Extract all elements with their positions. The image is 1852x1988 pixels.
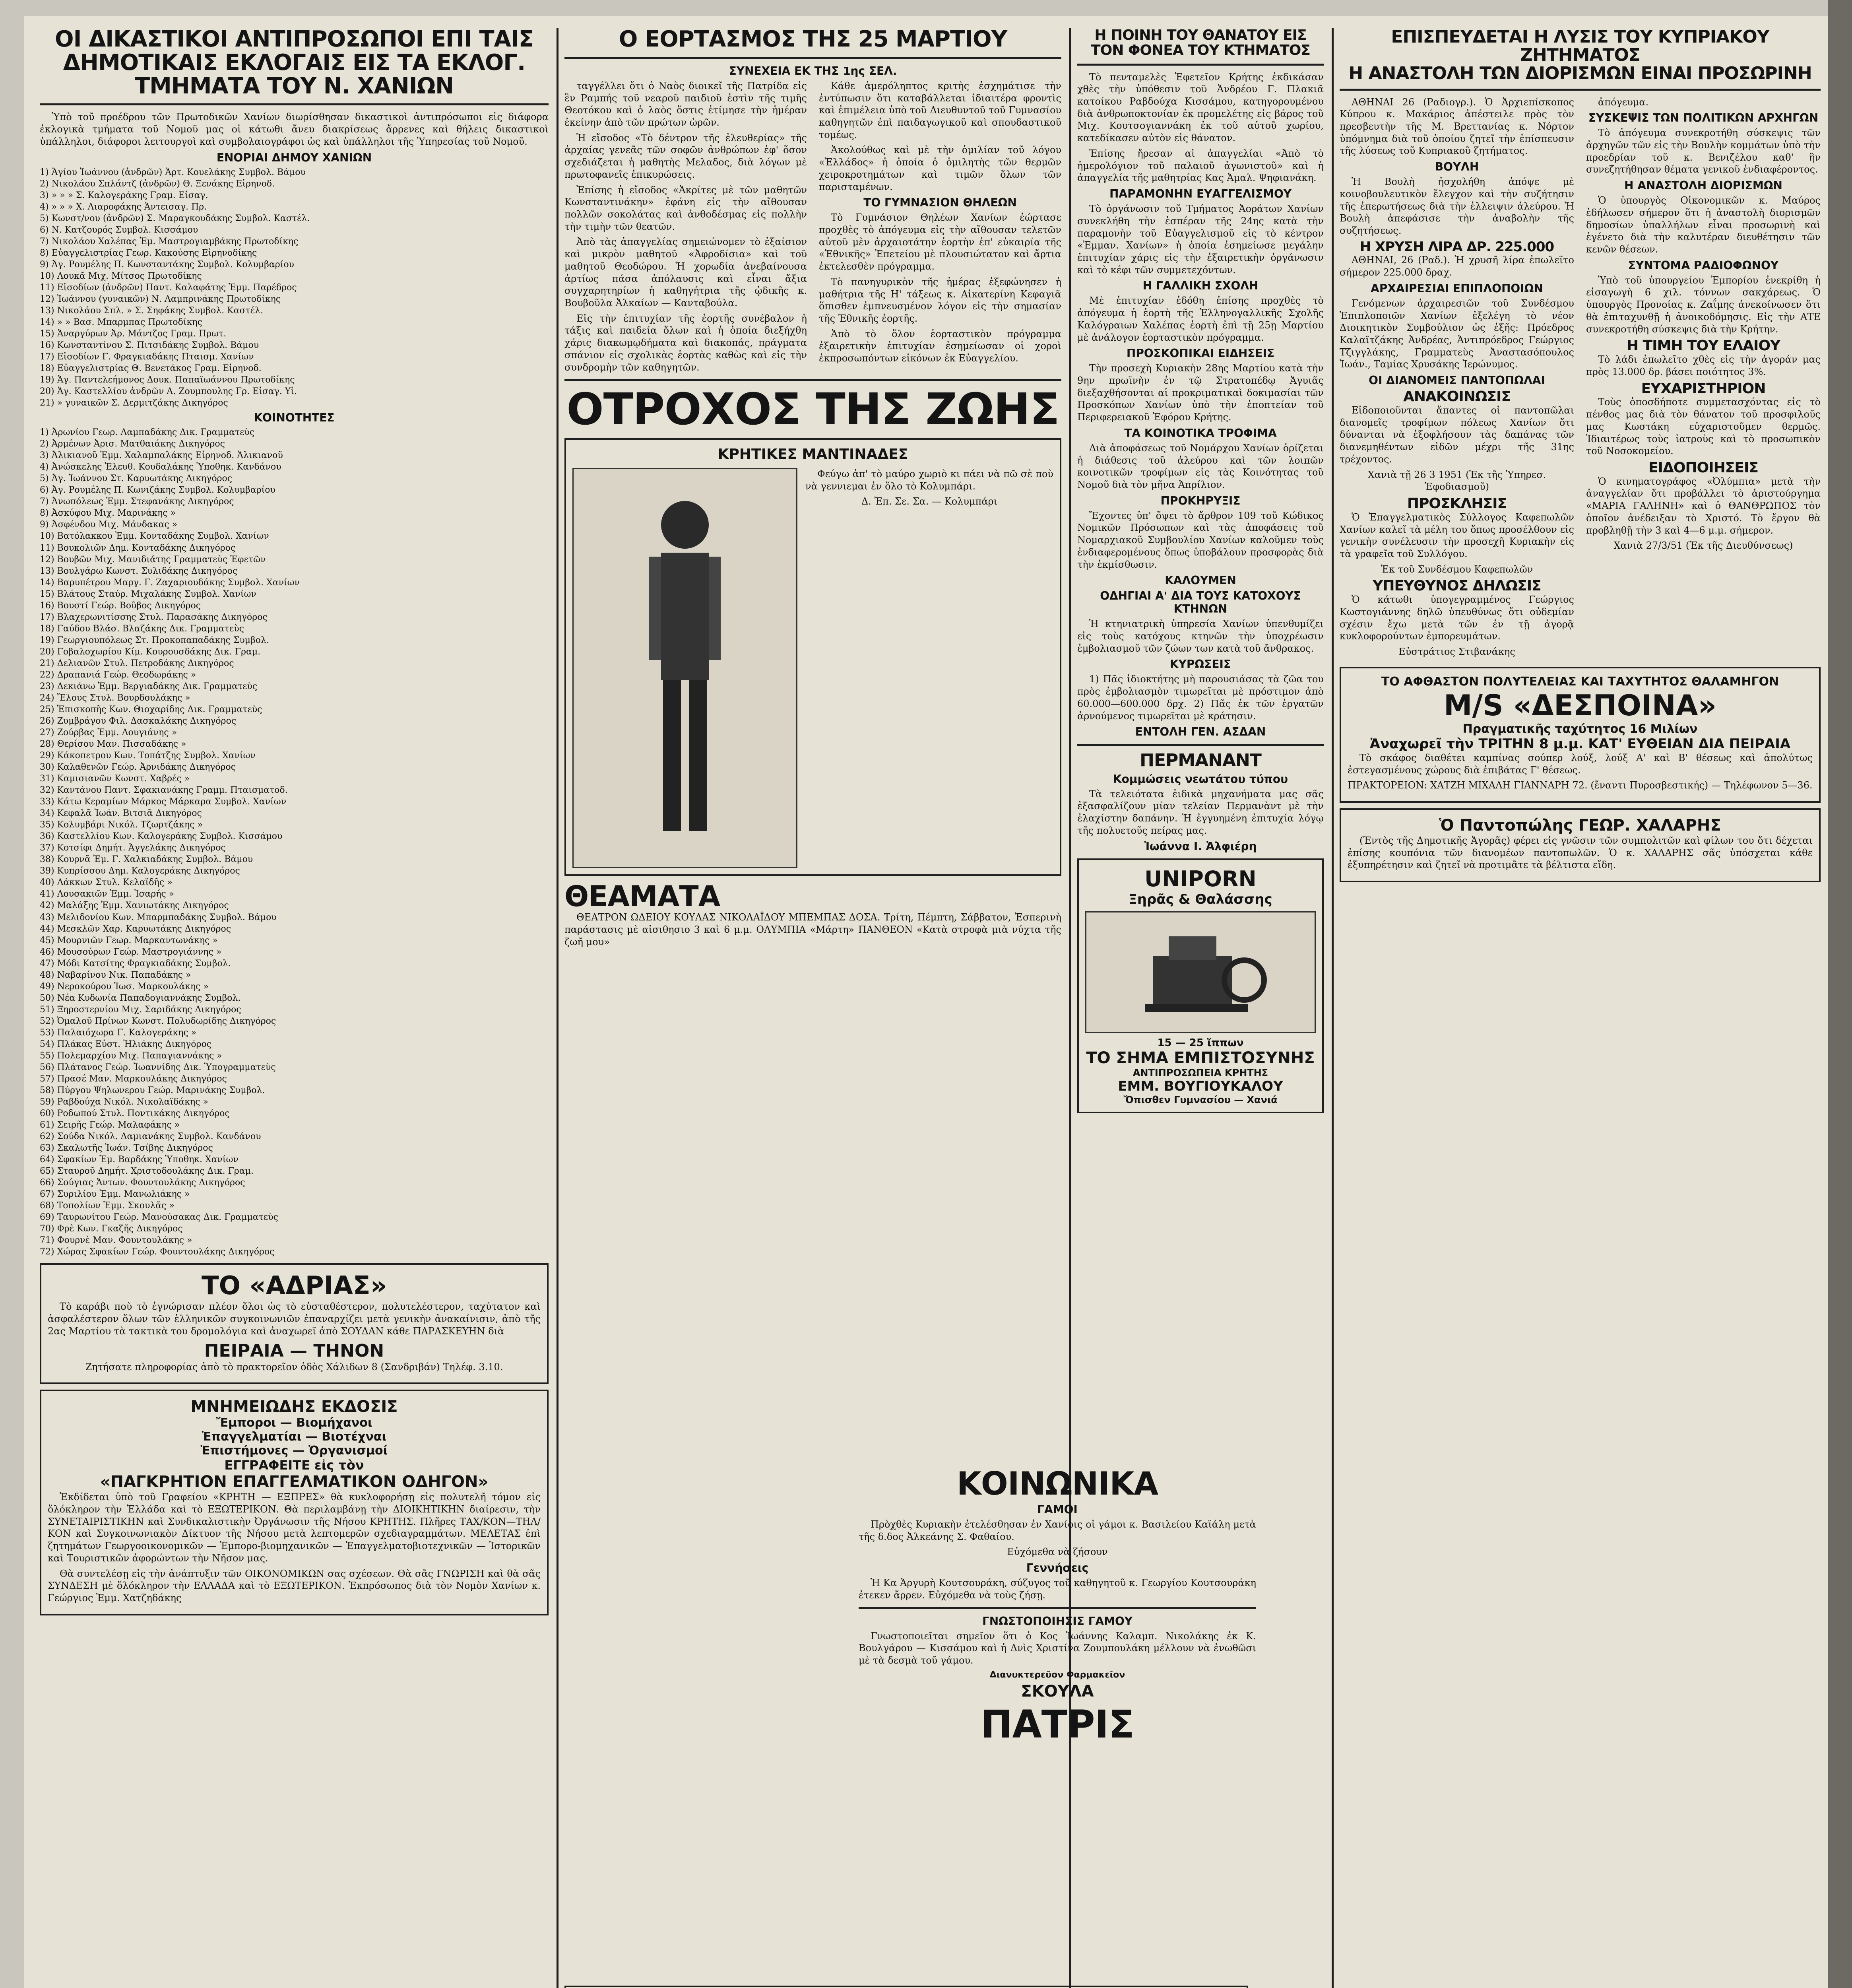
list-item: 11) Βουκολιῶν Δημ. Κονταδάκης Δικηγόρος bbox=[40, 543, 236, 553]
paragraph: ΑΘΗΝΑΙ 26 (Ραδιογρ.). Ὁ Ἀρχιεπίσκοπος Κύπρου κ. Μακάριος ἀπέστειλε πρὸς τὸν πρεσβευτὴν τῆς Μ. Βρεττανίας κ. Νόρτον ὑπόμνημα διὰ τοῦ ὁποίου ζητεῖ τὴν ἐπίσπευσιν τῆς λύσεως τοῦ Κυπριακοῦ ζητήματος. bbox=[1340, 96, 1574, 157]
list-item: 5) Ἀγ. Ἰωάννου Στ. Καρυωτάκης Δικηγόρος bbox=[40, 474, 233, 484]
list-item: 34) Κεφαλᾶ Ἰωάν. Βιτσιᾶ Δικηγόρος bbox=[40, 808, 202, 819]
headline-appointments: Η ΑΝΑΣΤΟΛΗ ΤΩΝ ΔΙΟΡΙΣΜΩΝ ΕΙΝΑΙ ΠΡΟΣΩΡΙΝΗ bbox=[1348, 63, 1812, 84]
farmakeion-title: Διανυκτερεῦον Φαρμακεῖον bbox=[989, 1670, 1125, 1680]
theamata-title: ΘΕΑΜΑΤΑ bbox=[564, 879, 720, 913]
sima-name: ΕΜΜ. ΒΟΥΓΙΟΥΚΑΛΟΥ bbox=[1118, 1078, 1283, 1095]
sima-addr: Ὄπισθεν Γυμνασίου — Χανιά bbox=[1123, 1094, 1278, 1106]
list-item: 9) Ἀγ. Ρουμέλης Π. Κωνσταντάκης Συμβολ. Κολυμβαρίου bbox=[40, 259, 294, 270]
list-item: 21) Δελιανῶν Στυλ. Πετροδάκης Δικηγόρος bbox=[40, 658, 234, 668]
uniporn-ad bbox=[1077, 858, 1324, 1113]
uniporn-title: UNIPORN bbox=[1144, 866, 1257, 892]
list-item: 17) Εἰσοδίων Γ. Φραγκιαδάκης Πταισμ. Χανίων bbox=[40, 352, 254, 362]
uniporn-hp: 15 — 25 ἵππων bbox=[1157, 1037, 1244, 1049]
list-item: 16) Κωνσταντίνου Σ. Πιτσιδάκης Συμβολ. Βάμου bbox=[40, 340, 259, 351]
list-item: 45) Μουρνιῶν Γεωρ. Μαρκαντωνάκης » bbox=[40, 935, 218, 945]
list-item: 14) Βαρυπέτρου Μαργ. Γ. Ζαχαριουδάκης Συμβολ. Χανίων bbox=[40, 577, 300, 588]
list-item: 51) Ξηροστερνίου Μιχ. Σαριδάκης Δικηγόρος bbox=[40, 1004, 241, 1015]
list-item: 49) Νεροκούρου Ἰωσ. Μαρκουλάκης » bbox=[40, 981, 209, 992]
gnostopoiisis-text: Γνωστοποιεῖται σημεῖον ὅτι ὁ Κος Ἰωάννης Καλαμπ. Νικολάκης ἐκ Κ. Βουλγάρου — Κισσάμου καὶ ἡ Δνὶς Χριστίνα Ζουμπουλάκη μέλλουν νὰ ἐνωθῶσι μὲ τὰ δεσμὰ τοῦ γάμου. bbox=[859, 1630, 1256, 1666]
list-item: 38) Κουρνᾶ Ἐμ. Γ. Χαλκιαδάκης Συμβολ. Βάμου bbox=[40, 854, 253, 865]
list-item: 21) » γυναικῶν Σ. Δερμιτζάκης Δικηγόρος bbox=[40, 398, 228, 408]
mnimeiodis-line: Ἔμποροι — Βιομήχανοι bbox=[216, 1416, 372, 1430]
section-prosk: ΠΡΟΣΚΟΠΙΚΑΙ ΕΙΔΗΣΕΙΣ bbox=[1126, 347, 1275, 360]
paragraph: Ἡ κτηνιατρικὴ ὑπηρεσία Χανίων ὑπενθυμίζει εἰς τοὺς κατόχους κτηνῶν τὴν ὑποχρέωσιν ἐμβολιασμοῦ τῶν ζώων των κατὰ τοῦ ἄνθρακος. bbox=[1077, 618, 1324, 654]
mantinades-sign: Δ. Ἐπ. Σε. Σα. — Κολυμπάρι bbox=[861, 496, 998, 507]
divider bbox=[1077, 64, 1324, 66]
list-item: 47) Μόδι Κατσίτης Φραγκιαδάκης Συμβολ. bbox=[40, 958, 231, 969]
permanant-sub: Κομμώσεις νεωτάτου τύπου bbox=[1113, 772, 1288, 786]
grafeite: ΕΓΓΡΑΦΕΙΤΕ εἰς τὸν bbox=[224, 1458, 364, 1473]
arxairesiai-title: ΑΡΧΑΙΡΕΣΙΑΙ ΕΠΙΠΛΟΠΟΙΩΝ bbox=[1371, 282, 1543, 295]
paragraph: Τὸ ἀπόγευμα συνεκροτήθη σύσκεψις τῶν ἀρχηγῶν τῶν εἰς τὴν Βουλὴν κομμάτων ὑπὸ τὴν προεδρίαν τοῦ κ. Βενιζέλου καθ' ἣν συνεζητήθησαν θέματα γενικοῦ ἐνδιαφέροντος. bbox=[1586, 127, 1821, 175]
section-prokiryxis: ΠΡΟΚΗΡΥΞΙΣ bbox=[1160, 494, 1241, 507]
list-item: 48) Ναβαρίνου Νικ. Παπαδάκης » bbox=[40, 970, 191, 980]
paragraph: Ὁ ὑπουργὸς Οἰκονομικῶν κ. Μαύρος ἐδήλωσεν σήμερον ὅτι ἡ ἀναστολὴ διορισμῶν δημοσίων ὑπαλλήλων εἶναι προσωρινὴ καὶ ἐγένετο διὰ τὴν καλυτέραν διευθέτησιν τῶν κενῶν θέσεων. bbox=[1586, 195, 1821, 255]
divider bbox=[40, 103, 549, 105]
chrysi-title: Η ΧΡΥΣΗ ΛΙΡΑ ΔΡ. 225.000 bbox=[1359, 239, 1554, 255]
list-item: 17) Βλαχερωνιτίσσης Στυλ. Παρασάκης Δικηγόρος bbox=[40, 612, 268, 622]
paragraph: Διὰ ἀποφάσεως τοῦ Νομάρχου Χανίων ὁρίζεται ἡ διάθεσις τοῦ ἀλεύρου καὶ τῶν λοιπῶν κοινοτικῶν τροφίμων εἰς τὰς Κοινότητας τοῦ Νομοῦ διὰ τὸν μῆνα Ἀπρίλιον. bbox=[1077, 442, 1324, 490]
column-1 bbox=[40, 28, 549, 1988]
gamoi-title: ΓΑΜΟΙ bbox=[1037, 1503, 1078, 1516]
column-rule bbox=[557, 28, 559, 1988]
patris-title: ΠΑΤΡΙΣ bbox=[981, 1702, 1134, 1747]
list-item: 18) Εὐαγγελιστρίας Θ. Βενετάκος Γραμ. Εἰρηνοδ. bbox=[40, 363, 262, 374]
paragraph: ταγγέλλει ὅτι ὁ Ναὸς διοικεῖ τῆς Πατρίδα εἰς ἓν Ραμπής τοῦ νεαροῦ παιδιοῦ ἐστὶν τῆς τιμῆς Θεοτόκου καὶ ὁ λαὸς ὅστις ἐτίμησε τὴν ἡμέραν ἐκείνην ἀπὸ τῶν πρώτων ὡρῶν. bbox=[564, 80, 807, 128]
despoina-ad bbox=[1340, 667, 1821, 803]
paragraph: Ἐπίσης ἡ εἴσοδος «Ἀκρίτες μὲ τῶν μαθητῶν Κωνσταντινάκην» ἐφάνη εἰς τὴν αἴθουσαν πολλῶν σοκολάτας καὶ ἀνθοδέσμας εἰς πολλὴν τὴν τιμὴν τῶν θεατῶν. bbox=[564, 184, 807, 232]
list-item: 10) Λουκᾶ Μιχ. Μίτσος Πρωτοδίκης bbox=[40, 271, 202, 281]
ypefthinos-title: ΥΠΕΥΘΥΝΟΣ ΔΗΛΩΣΙΣ bbox=[1373, 578, 1541, 594]
uniporn-sub: Ξηρᾶς & Θαλάσσης bbox=[1129, 891, 1272, 908]
list-item: 68) Τοπολίων Ἐμμ. Σκουλᾶς » bbox=[40, 1201, 175, 1211]
list-item: 2) Νικολάου Σπλάντζ (ἀνδρῶν) Θ. Ξενάκης Εἰρηνοδ. bbox=[40, 179, 275, 189]
list-item: 36) Καστελλίου Κων. Καλογεράκης Συμβολ. Κισσάμου bbox=[40, 831, 283, 842]
divider bbox=[564, 57, 1061, 59]
list-item: 27) Ζούρβας Ἐμμ. Λουγιάνης » bbox=[40, 728, 177, 738]
adria-destination: ΠΕΙΡΑΙΑ — ΤΗΝΟΝ bbox=[204, 1340, 384, 1361]
section-koinotites: ΚΟΙΝΟΤΗΤΕΣ bbox=[254, 411, 335, 425]
list-item: 63) Σκαλωτῆς Ἰωάν. Τσίβης Δικηγόρος bbox=[40, 1143, 213, 1153]
list-item: 58) Πύργου Ψηλωνερου Γεώρ. Μαρινάκης Συμβολ. bbox=[40, 1085, 265, 1095]
genniseis-text: Ἡ Κα Ἀργυρὴ Κουτσουράκη, σύζυγος τοῦ καθηγητοῦ κ. Γεωργίου Κουτσουράκη ἐτεκεν ἄρρεν. Εὐχόμεθα νὰ τοὺς ζήσῃ. bbox=[859, 1577, 1256, 1601]
paragraph: 1) Πᾶς ἰδιοκτήτης μὴ παρουσιάσας τὰ ζῶα του πρὸς ἐμβολιασμὸν τιμωρεῖται μὲ πρόστιμον ἀπὸ 60.000—600.000 δρχ. 2) Πᾶς ἐκ τῶν ἐργατῶν ἀρνούμενος τιμωρεῖται μὲ κράτησιν. bbox=[1077, 674, 1324, 722]
list-item: 7) Ἀνωπόλεως Ἐμμ. Στεφανάκης Δικηγόρος bbox=[40, 497, 234, 507]
continuation: ΣΥΝΕΧΕΙΑ ΕΚ ΤΗΣ 1ης ΣΕΛ. bbox=[729, 64, 897, 78]
section-enories: ΕΝΟΡΙΑΙ ΔΗΜΟΥ ΧΑΝΙΩΝ bbox=[216, 151, 372, 164]
paragraph: Μὲ ἐπιτυχίαν ἐδόθη ἐπίσης προχθὲς τὸ ἀπόγευμα ἡ ἑορτὴ τῆς Ἑλληνογαλλικῆς Σχολῆς Καλόγραιων Χαλέπας ἑορτὴ ἐπὶ τῇ 25ῃ Μαρτίου μὲ ἀνάλογον ἑορταστικὸν πρόγραμμα. bbox=[1077, 295, 1324, 343]
article-intro: Ὑπὸ τοῦ προέδρου τῶν Πρωτοδικῶν Χανίων διωρίσθησαν δικαστικοὶ ἀντιπρόσωποι εἰς διάφορα ἐκλογικὰ τμήματα τοῦ Νομοῦ μας οἱ κάτωθι ἄνευ διακρίσεως ἄρρενες καὶ θήλεις δικαστικοὶ ὑπάλληλοι, διάφοροι λειτουργοὶ καὶ συμβολαιογράφοι ὡς καὶ ὑπάλληλοι τῆς Ὑπηρεσίας τοῦ Νομοῦ. bbox=[40, 111, 549, 147]
paragraph: Ὁ Ἐπαγγελματικὸς Σύλλογος Καφεπωλῶν Χανίων καλεῖ τὰ μέλη του ὅπως προσέλθουν εἰς γενικὴν συνέλευσιν τὴν προσεχῆ Κυριακὴν εἰς τὰ γραφεῖα τοῦ Συλλόγου. bbox=[1340, 511, 1574, 559]
list-item: 32) Καντάνου Παντ. Σφακιανάκης Γραμμ. Πταισματοδ. bbox=[40, 785, 288, 796]
list-item: 12) Ἰωάννου (γυναικῶν) Ν. Λαμπρινάκης Πρωτοδίκης bbox=[40, 294, 281, 304]
list-item: 8) Εὐαγγελιστρίας Γεωρ. Κακούσης Εἰρηνοδίκης bbox=[40, 248, 257, 258]
paragraph: Τὴν προσεχὴ Κυριακὴν 28ης Μαρτίου κατὰ τὴν 9ην πρωϊνὴν ἐν τῷ Στρατοπέδῳ Ἀγυιᾶς διεξαχθήσονται αἱ προκριματικαὶ δοκιμασίαι τῶν Προσκόπων Χανίων ὑπὸ τὴν ἐποπτείαν τοῦ Περιφερειακοῦ Ἐφόρου Κρήτης. bbox=[1077, 363, 1324, 423]
trochos-title: ΟΤΡΟΧΟΣ ΤΗΣ ΖΩΗΣ bbox=[566, 384, 1059, 435]
list-item: 25) Ἐπισκοπῆς Κων. Θιοχαρίδης Δικ. Γραμματεὺς bbox=[40, 704, 262, 714]
adria-ad bbox=[40, 1263, 549, 1384]
engine-illustration bbox=[1085, 911, 1316, 1033]
headline-cyprus: ΕΠΙΣΠΕΥΔΕΤΑΙ Η ΛΥΣΙΣ ΤΟΥ ΚΥΠΡΙΑΚΟΥ ΖΗΤΗΜΑΤΟΣ bbox=[1391, 28, 1769, 66]
ypefthinos-sign: Εὐστράτιος Στιβανάκης bbox=[1398, 646, 1515, 658]
paragraph: Γενόμενων ἀρχαιρεσιῶν τοῦ Συνδέσμου Ἐπιπλοποιῶν Χανίων ἐξελέγη τὸ νέον Διοικητικὸν Συμβούλιον ὡς ἑξῆς: Πρόεδρος Καλαϊτζάκης Ἀνδρέας, Ἀντιπρόεδρος Γεώργιος Τζιγγλάκης, Γραμματεὺς Ἀναστασόπουλος Ἰωάν., Ταμίας Χρυσάκης Ἰερώνυμος. bbox=[1340, 297, 1574, 370]
newspaper-page bbox=[24, 16, 1836, 1988]
despoina-departure: Ἀναχωρεῖ τὴν ΤΡΙΤΗΝ 8 μ.μ. ΚΑΤ' ΕΥΘΕΙΑΝ ΔΙΑ ΠΕΙΡΑΙΑ bbox=[1369, 736, 1791, 752]
prosklisis-sign: Ἐκ τοῦ Συνδέσμου Καφεπωλῶν bbox=[1381, 563, 1533, 575]
anakoinosis-title: ΑΝΑΚΟΙΝΩΣΙΣ bbox=[1403, 388, 1511, 405]
list-item: 33) Κάτω Κεραμίων Μάρκος Μάρκαρα Συμβολ. Χανίων bbox=[40, 797, 287, 807]
divider bbox=[1340, 89, 1821, 91]
column-5 bbox=[1340, 96, 1574, 661]
list-item: 41) Λουσακιῶν Ἐμμ. Ἰσαρής » bbox=[40, 889, 175, 899]
list-item: 4) » » » Χ. Λιαροφάκης Ἀντεισαγ. Πρ. bbox=[40, 202, 207, 212]
list-item: 29) Κάκοπετρου Κων. Τοπάτζης Συμβολ. Χανίων bbox=[40, 751, 256, 761]
section-paramoni: ΠΑΡΑΜΟΝΗΝ ΕΥΑΓΓΕΛΙΣΜΟΥ bbox=[1109, 187, 1292, 201]
list-item: 5) Κωνστ/νου (ἀνδρῶν) Σ. Μαραγκουδάκης Συμβολ. Καστέλ. bbox=[40, 213, 310, 223]
paragraph: Ὁ κινηματογράφος «Ὀλύμπια» μετὰ τὴν ἀναγγελίαν ὅτι προβάλλει τὸ ἀριστούργημα «ΜΑΡΙΑ ΓΑΛΗΝΗ» καὶ ὁ ΘΑΝΘΡΩΠΟΣ τὸν ὁποῖον ἀνέδειξαν τὸ Χριστό. Τὸ ἔργον θὰ προβληθῇ τὴν 3 καὶ 4—6 μ.μ. σήμερον. bbox=[1586, 476, 1821, 536]
list-item: 1) Ἀρωνίου Γεωρ. Λαμπαδάκης Δικ. Γραμματεὺς bbox=[40, 427, 255, 438]
xalaris-text: (Ἐντὸς τῆς Δημοτικῆς Ἀγορᾶς) φέρει εἰς γνῶσιν τῶν συμπολιτῶν καὶ φίλων του ὅτι δέχεται ἐπίσης κουπόνια τῶν διανομέων παντοπωλῶν. Ὁ κ. ΧΑΛΑΡΗΣ σᾶς ὑπόσχεται κάθε ἐξυπηρέτησιν καὶ ζητεῖ νὰ προτιμᾶτε τὰ βέλτιστα εἴδη. bbox=[1348, 835, 1813, 871]
despoina-title: Μ/S «ΔΕΣΠΟΙΝΑ» bbox=[1443, 688, 1717, 722]
list-item: 67) Συριλίου Ἐμμ. Μανωλιάκης » bbox=[40, 1189, 190, 1200]
section-galliki: Η ΓΑΛΛΙΚΗ ΣΧΟΛΗ bbox=[1142, 279, 1259, 293]
gamoi-wish: Εὐχόμεθα νὰ ζήσουν bbox=[1007, 1546, 1108, 1558]
list-item: 1) Ἁγίου Ἰωάννου (ἀνδρῶν) Ἀρτ. Κουελάκης Συμβολ. Βάμου bbox=[40, 167, 306, 177]
permanant-text: Τὰ τελειότατα ἐιδικὰ μηχανήματα μας σᾶς ἐξασφαλίζουν μίαν τελείαν Περμανὰντ μὲ τὴν ἐλαχίστην δαπάνην. Ἡ ἐγγυημένη ἐπιτυχία λόγῳ τῆς πολυετοῦς πείρας μας. bbox=[1077, 788, 1324, 836]
list-item: 8) Ἀσκύφου Μιχ. Μαρινάκης » bbox=[40, 508, 176, 518]
list-item: 20) Γοβαλοχωρίου Κίμ. Κουρουσδάκης Δικ. Γραμ. bbox=[40, 646, 261, 657]
permanant-title: ΠΕΡΜΑΝΑΝΤ bbox=[1140, 750, 1261, 771]
despoina-speed: Πραγματικῆς ταχύτητος 16 Μιλίων bbox=[1462, 722, 1698, 736]
list-item: 6) Ἀγ. Ρουμέλης Π. Κωνιζάκης Συμβολ. Κολυμβαρίου bbox=[40, 485, 275, 495]
gnostopoiisis-title: ΓΝΩΣΤΟΠΟΙΗΣΙΣ ΓΑΜΟΥ bbox=[982, 1614, 1133, 1628]
mnimeiodis-ad bbox=[40, 1390, 549, 1615]
koinotites-list bbox=[40, 427, 549, 1258]
man-figure-icon bbox=[625, 489, 745, 847]
theamata-text: ΘΕΑΤΡΟΝ ΩΔΕΙΟΥ ΚΟΥΛΑΣ ΝΙΚΟΛΑΪΔΟΥ ΜΠΕΜΠΑΣ ΔΟΣΑ. Τρίτη, Πέμπτη, Σάββατον, Ἑσπερινὴ παράστασις μὲ αἰσιθησιο 3 καὶ 6 μ.μ. ΟΛΥΜΠΙΑ «Μάρτη» ΠΑΝΘΕΟΝ «Κατὰ στροφὰ μιὰ νύχτα τῆς ζωῆ μου» bbox=[564, 912, 1061, 947]
paragraph: Τὸ πανηγυρικὸν τῆς ἡμέρας ἐξεφώνησεν ἡ μαθήτρια τῆς Η' τάξεως κ. Αἰκατερίνη Κεφαγιᾶ ὅπισθεν ἐμπνευσμένον λόγον εἰς τὴν σημασίαν τῆς Ἐθνικῆς ἑορτῆς. bbox=[819, 276, 1061, 324]
xalaris-title: Ὁ Παντοπώλης ΓΕΩΡ. ΧΑΛΑΡΗΣ bbox=[1439, 816, 1721, 835]
mnimeiodis-line: Ἐπαγγελματίαι — Βιοτέχναι bbox=[202, 1430, 387, 1444]
list-item: 19) Γεωργιουπόλεως Στ. Προκοπαπαδάκης Συμβολ. bbox=[40, 635, 269, 645]
column-4 bbox=[1077, 28, 1324, 1988]
paragraph: Ἀπὸ τὸ ὅλον ἑορταστικὸν πρόγραμμα ἐξαιρετικὴν ἐπιτυχίαν ἐσημείωσαν οἱ χοροὶ ἐκπροσωπόντων εἰκόνων ἐκ Εὐαγγελίου. bbox=[819, 328, 1061, 364]
list-item: 28) Θερίσου Μαν. Πισσαδάκης » bbox=[40, 739, 186, 749]
dianomeis-title: ΟΙ ΔΙΑΝΟΜΕΙΣ ΠΑΝΤΟΠΩΛΑΙ bbox=[1369, 374, 1545, 387]
paragraph: Κάθε ἀμερόληπτος κριτὴς ἐσχημάτισε τὴν ἐντύπωσιν ὅτι καταβάλλεται ἰδιαιτέρα φροντὶς καὶ ἐπιμέλεια ὑπὸ τοῦ Διευθυντοῦ τοῦ Γυμνασίου καθηγητῶν ἐπὶ παιδαγωγικοῦ καὶ σπουδαστικοῦ τομέως. bbox=[819, 80, 1061, 140]
paragraph: Τὸ λάδι ἐπωλεῖτο χθὲς εἰς τὴν ἀγοράν μας πρὸς 13.000 δρ. βάσει ποιότητος 3%. bbox=[1586, 354, 1821, 377]
list-item: 11) Εἰσοδίων (ἀνδρῶν) Παντ. Καλαφάτης Ἐμμ. Παρέδρος bbox=[40, 282, 297, 293]
despoina-agency: ΠΡΑΚΤΟΡΕΙΟΝ: ΧΑΤΖΗ ΜΙΧΑΛΗ ΓΙΑΝΝΑΡΗ 72. (ἔναντι Πυροσβεστικής) — Τηλέφωνον 5—36. bbox=[1348, 780, 1813, 791]
list-item: 54) Πλάκας Εὐστ. Ἠλιάκης Δικηγόρος bbox=[40, 1039, 212, 1049]
paragraph: Τοὺς ὁποσδήποτε συμμετασχόντας εἰς τὸ πένθος μας διὰ τὸν θάνατον τοῦ προσφιλοῦς μας Κωστάκη εὐχαριστοῦμεν θερμῶς. Ἰδιαιτέρως τοὺς ἰατροὺς καὶ τὸ προσωπικὸν τοῦ Νοσοκομείου. bbox=[1586, 396, 1821, 457]
adria-info: Ζητήσατε πληροφορίας ἀπὸ τὸ πρακτορεῖον ὁδὸς Χάλιδων 8 (Σανδριβάν) Τηλέφ. 3.10. bbox=[85, 1361, 503, 1373]
list-item: 60) Ροδωπού Στυλ. Ποντικάκης Δικηγόρος bbox=[40, 1109, 230, 1119]
list-item: 24) Ἔλους Στυλ. Βουρδουλάκης » bbox=[40, 693, 190, 703]
mantinades-text: Φεύγω ἀπ' τὸ μαύρο χωριὸ κι πάει νὰ πῶ σὲ ποὺ νὰ γεννιεμαι ἐν ὅλο τὸ Κολυμπάρι. bbox=[805, 468, 1053, 492]
list-item: 53) Παλαιόχωρα Γ. Καλογεράκης » bbox=[40, 1027, 197, 1038]
list-item: 56) Πλάτανος Γεώρ. Ἰωαννίδης Δικ. Ὑπογραμματεὺς bbox=[40, 1062, 276, 1072]
kalumen: ΚΑΛΟΥΜΕΝ bbox=[1165, 574, 1236, 587]
list-item: 23) Δεκιάνω Ἐμμ. Βεργιαδάκης Δικ. Γραμματεὺς bbox=[40, 681, 258, 691]
sima-title: ΤΟ ΣΗΜΑ ΕΜΠΙΣΤΟΣΥΝΗΣ bbox=[1086, 1049, 1315, 1068]
headline-25-march: Ο ΕΟΡΤΑΣΜΟΣ ΤΗΣ 25 ΜΑΡΤΙΟΥ bbox=[619, 28, 1007, 52]
list-item: 19) Ἀγ. Παντελεήμονος Δουκ. Παπαϊωάννου Πρωτοδίκης bbox=[40, 375, 295, 385]
radio-title: ΣΥΝΤΟΜΑ ΡΑΔΙΟΦΩΝΟΥ bbox=[1628, 258, 1779, 272]
list-item: 16) Βουστί Γεώρ. Βοῦβος Δικηγόρος bbox=[40, 600, 201, 611]
column-5-6 bbox=[1340, 28, 1821, 1988]
odigos-text: Ἐκδίδεται ὑπὸ τοῦ Γραφείου «ΚΡΗΤΗ — ΕΞΠΡΕΣ» θὰ κυκλοφορήσῃ εἰς πολυτελῆ τόμον εἰς ὅλόκληρον τὴν Ἑλλάδα καὶ τὸ ΕΞΩΤΕΡΙΚΟΝ. Θὰ περιλαμβάνῃ τὴν ΔΙΟΙΚΗΤΙΚΗΝ διαίρεσιν, τὴν ΣΥΝΕΤΑΙΡΙΣΤΙΚΗΝ καὶ Συνδικαλιστικὴν Ὀργάνωσιν τῆς Νήσου ΚΡΗΤΗΣ. Πλῆρες ΤΑΧ/ΚΟΝ—ΤΗΛ/ΚΟΝ καὶ Συγκοινωνιακὸν Δίκτυον τῆς Νήσου μετὰ λεπτομερῶν σχεδιαγραμμάτων. ΜΕΛΕΤΑΣ ἐπὶ ζητημάτων Γεωργοοικονομικῶν — Ἐμπορο-βιομηχανικῶν — Ἐπαγγελματοβιοτεχνικῶν — Ἱστορικῶν καὶ Τουριστικῶν ἀφορώντων τὴν Νῆσον μας. bbox=[48, 1491, 541, 1564]
enories-list bbox=[40, 167, 549, 409]
prosklisis-title: ΠΡΟΣΚΛΗΣΙΣ bbox=[1407, 495, 1507, 512]
adria-title: ΤΟ «ΑΔΡΙΑΣ» bbox=[201, 1271, 387, 1301]
syskepsis-title: ΣΥΣΚΕΨΙΣ ΤΩΝ ΠΟΛΙΤΙΚΩΝ ΑΡΧΗΓΩΝ bbox=[1588, 111, 1819, 125]
kyroseis-title: ΚΥΡΩΣΕΙΣ bbox=[1169, 658, 1231, 671]
list-item: 30) Καλαθενῶν Γεώρ. Ἀρνιδάκης Δικηγόρος bbox=[40, 762, 236, 773]
list-item: 4) Ἀνώσκελης Ἐλευθ. Κουδαλάκης Ὑποθηκ. Κανδάνου bbox=[40, 462, 281, 472]
list-item: 2) Ἀρμένων Ἀρισ. Ματθαιάκης Δικηγόρος bbox=[40, 439, 225, 449]
paragraph: Τὸ Γυμνάσιον Θηλέων Χανίων ἐώρτασε προχθὲς τὸ ἀπόγευμα εἰς τὴν αἴθουσαν τελετῶν αὐτοῦ μὲν ἀρχαιοτάτην ἑορτὴν ἐπ' εὐκαιρία τῆς «Ἐθνικῆς» Ἐπετείου μὲ πλουσιώτατον καὶ ἄρτια ἐκτελεσθὲν πρόγραμμα. bbox=[819, 212, 1061, 272]
list-item: 9) Ἀσφένδου Μιχ. Μάνδακας » bbox=[40, 520, 178, 530]
cretan-man-illustration bbox=[572, 468, 797, 868]
paragraph: Ὁ κάτωθι ὑπογεγραμμένος Γεώργιος Κωστογιάννης δηλῶ ὑπευθύνως ὅτι οὐδεμίαν σχέσιν ἔχω μετὰ τῶν ἐν τῇ ἀγορᾷ κυκλοφορούντων ἐμπορευμάτων. bbox=[1340, 594, 1574, 642]
paragraph: ΑΘΗΝΑΙ, 26 (Ραδ.). Ἡ χρυσῆ λίρα ἐπωλεῖτο σήμερον 225.000 δραχ. bbox=[1340, 254, 1574, 278]
eidopoiiseis-title: ΕΙΔΟΠΟΙΗΣΕΙΣ bbox=[1648, 459, 1758, 476]
despoina-text: Τὸ σκάφος διαθέτει καμπίνας σούπερ λούξ, λούξ Α' καὶ Β' θέσεως καὶ ἀπολύτως ἐστεγασμένους χώρους διὰ ἐπιβάτας Γ' θέσεως. bbox=[1348, 752, 1813, 776]
timi-title: Η ΤΙΜΗ ΤΟΥ ΕΛΑΙΟΥ bbox=[1626, 338, 1780, 354]
list-item: 44) Μεσκλῶν Χαρ. Καρυωτάκης Δικηγόρος bbox=[40, 924, 231, 934]
eidopoiiseis-date: Χανιὰ 27/3/51 (Ἐκ τῆς Διευθύνσεως) bbox=[1613, 540, 1793, 551]
headline-death-penalty: Η ΠΟΙΝΗ ΤΟΥ ΘΑΝΑΤΟΥ ΕΙΣ ΤΟΝ ΦΟΝΕΑ ΤΟΥ ΚΤΗΜΑΤΟΣ bbox=[1091, 28, 1310, 58]
list-item: 70) Φρὲ Κων. Γκαζῆς Δικηγόρος bbox=[40, 1224, 183, 1234]
headline-judicial-representatives: ΟΙ ΔΙΚΑΣΤΙΚΟΙ ΑΝΤΙΠΡΟΣΩΠΟΙ ΕΠΙ ΤΑΙΣ ΔΗΜΟΤΙΚΑΙΣ ΕΚΛΟΓΑΙΣ ΕΙΣ ΤΑ ΕΚΛΟΓ. ΤΜΗΜΑΤΑ ΤΟΥ Ν. ΧΑΝΙΩΝ bbox=[55, 28, 533, 99]
entoli: ΕΝΤΟΛΗ ΓΕΝ. ΑΣΔΑΝ bbox=[1135, 725, 1266, 739]
adria-text: Τὸ καράβι ποὺ τὸ ἐγνώρισαν πλέον ὅλοι ὡς τὸ εὐσταθέστερον, πολυτελέστερον, ταχύτατον καὶ ἀσφαλέστερον ὅλων τῶν ἑλληνικῶν συγκοινωνιῶν ἐπαναρχίζει μετὰ γενικὴν ἀνακαίνισιν, ἀπὸ τῆς 2ας Μαρτίου τὰ τακτικὰ του δρομολόγια καὶ ἀναχωρεῖ ἀπὸ ΣΟΥΔΑΝ κάθε ΠΑΡΑΣΚΕΥΗΝ διὰ bbox=[48, 1301, 541, 1337]
list-item: 64) Σφακίων Ἐμ. Βαρδάκης Ὑποθηκ. Χανίων bbox=[40, 1155, 239, 1165]
mantinades-title: ΚΡΗΤΙΚΕΣ ΜΑΝΤΙΝΑΔΕΣ bbox=[718, 446, 908, 462]
vouli-title: ΒΟΥΛΗ bbox=[1435, 160, 1479, 174]
list-item: 42) Μαλάξης Ἐμμ. Χανιωτάκης Δικηγόρος bbox=[40, 901, 229, 911]
odigos-title: «ΠΑΓΚΡΗΤΙΟΝ ΕΠΑΓΓΕΛΜΑΤΙΚΟΝ ΟΔΗΓΟΝ» bbox=[100, 1473, 489, 1491]
list-item: 72) Χώρας Σφακίων Γεώρ. Φουντουλάκης Δικηγόρος bbox=[40, 1247, 275, 1257]
list-item: 66) Σούγιας Ἀντων. Φουντουλάκης Δικηγόρος bbox=[40, 1178, 245, 1188]
list-item: 43) Μελιδονίου Κων. Μπαρμπαδάκης Συμβολ. Βάμου bbox=[40, 912, 277, 922]
gamoi-text: Πρὸχθὲς Κυριακὴν ἐτελέσθησαν ἐν Χανίοις οἱ γάμοι κ. Βασιλείου Καϊάλη μετὰ τῆς δ.δος Ἀλκεάνης Σ. Φαθαίου. bbox=[859, 1519, 1256, 1542]
koinonika-title: ΚΟΙΝΩΝΙΚΑ bbox=[956, 1467, 1158, 1502]
list-item: 3) Ἀλικιανοῦ Ἐμμ. Χαλαμπαλάκης Εἰρηνοδ. Ἀλικιανοῦ bbox=[40, 450, 283, 461]
mnimeiodis-title: ΜΝΗΜΕΙΩΔΗΣ ΕΚΔΟΣΙΣ bbox=[190, 1398, 398, 1416]
paragraph: Ἀκολούθως καὶ μὲ τὴν ὁμιλίαν τοῦ λόγου «Ἑλλάδος» ἡ ὁποία ὁ ὁμιλητὴς τῶν θερμῶν χειροκροτημάτων καὶ τιμῶν ὅλων τῶν παρισταμένων. bbox=[819, 144, 1061, 192]
efxaristirion-title: ΕΥΧΑΡΙΣΤΗΡΙΟΝ bbox=[1641, 380, 1766, 397]
list-item: 62) Σούδα Νικόλ. Δαμιανάκης Συμβολ. Κανδάνου bbox=[40, 1132, 261, 1142]
list-item: 57) Πρασέ Μαν. Μαρκουλάκης Δικηγόρος bbox=[40, 1074, 227, 1084]
list-item: 59) Ραβδούχα Νικόλ. Νικολαϊδάκης » bbox=[40, 1097, 208, 1107]
list-item: 20) Ἀγ. Καστελλίου ἀνδρῶν Α. Ζουμπουλης Γρ. Εἰσαγ. Υἱ. bbox=[40, 386, 297, 397]
odigos-footer: Θὰ συντελέσῃ εἰς τὴν ἀνάπτυξιν τῶν ΟΙΚΟΝΟΜΙΚΩΝ σας σχέσεων. Θὰ σᾶς ΓΝΩΡΙΣΗ καὶ θὰ σᾶς ΣΥΝΔΕΣΗ μὲ ὅλόκληρον τὴν ΕΛΛΑΔΑ καὶ τὸ ΕΞΩΤΕΡΙΚΟΝ. Ἐκπρόσωπος διὰ τὸν Νομὸν Χανίων κ. Γεώργιος Ἐμμ. Χατζηδάκης bbox=[48, 1568, 541, 1604]
list-item: 31) Καμισιανῶν Κωνστ. Χαβρές » bbox=[40, 774, 190, 784]
list-item: 18) Γαύδου Βλάσ. Βλαζάκης Δικ. Γραμματεὺς bbox=[40, 623, 244, 634]
list-item: 10) Βατόλακκου Ἐμμ. Κονταδάκης Συμβολ. Χανίων bbox=[40, 531, 269, 542]
divider bbox=[564, 379, 1061, 381]
mnimeiodis-line: Ἐπιστήμονες — Ὀργανισμοί bbox=[200, 1444, 388, 1458]
list-item: 52) Ὀμαλοῦ Πρίνων Κωνστ. Πολυδωρίδης Δικηγόρος bbox=[40, 1016, 276, 1026]
list-item: 15) Ἀναργύρων Ἀρ. Μάντζος Γραμ. Πρωτ. bbox=[40, 328, 227, 339]
list-item: 46) Μουσούρων Γεώρ. Μαστρογιάννης » bbox=[40, 947, 222, 957]
page-binding-edge bbox=[1828, 0, 1852, 1988]
despoina-top: ΤΟ ΑΦΘΑΣΤΟΝ ΠΟΛΥΤΕΛΕΙΑΣ ΚΑΙ ΤΑΧΥΤΗΤΟΣ ΘΑΛΑΜΗΓΟΝ bbox=[1381, 674, 1779, 689]
genniseis-title: Γεννήσεις bbox=[1026, 1561, 1089, 1575]
paragraph: Εἰς τὴν ἐπιτυχίαν τῆς ἑορτῆς συνέβαλον ἡ τάξις καὶ παιδεία ὅλων καὶ ἡ ὁποία διεξήχθη χάρις διακωμῳδήματα καὶ διακοπάς, πράγματα σπάνιον εἰς σχολικὰς ἑορτὰς καθὼς καὶ εἰς τὴν συνδρομὴν τῶν καθηγητῶν. bbox=[564, 313, 807, 373]
list-item: 15) Βλάτους Σταύρ. Μιχαλάκης Συμβολ. Χανίων bbox=[40, 589, 256, 599]
engine-icon bbox=[1129, 924, 1272, 1020]
list-item: 65) Σταυροῦ Δημήτ. Χριστοδουλάκης Δικ. Γραμ. bbox=[40, 1166, 254, 1176]
list-item: 7) Νικολάου Χαλέπας Ἐμ. Μαστρογιαμβάκης Πρωτοδίκης bbox=[40, 236, 299, 247]
list-item: 13) Βουλγάρω Κωνστ. Συλιδάκης Δικηγόρος bbox=[40, 566, 238, 576]
paragraph: Τὸ πενταμελὲς Ἐφετεῖον Κρήτης ἐκδικάσαν χθὲς τὴν ὑπόθεσιν τοῦ Ἀνδρέου Γ. Πλακιᾶ κατοίκου Ραβδούχα Κισσάμου, κατηγορουμένου διὰ ἀνθρωποκτονίαν ἐκ προμελέτης εἰς βάρος τοῦ Μιχ. Κουτσογιαννάκη ἐκ τοῦ αὐτοῦ χωρίου, κατεδίκασεν αὐτὸν εἰς θάνατον. bbox=[1077, 71, 1324, 144]
anastoli-title: Η ΑΝΑΣΤΟΛΗ ΔΙΟΡΙΣΜΩΝ bbox=[1624, 179, 1782, 192]
column-rule bbox=[1332, 28, 1334, 1988]
list-item: 22) Δραπανιά Γεώρ. Θεοδωράκης » bbox=[40, 670, 196, 680]
paragraph: Ἡ Βουλὴ ἠσχολήθη ἀπόψε μὲ κοινοβουλευτικὸν ἔλεγχον καὶ τὴν συζήτησιν τῆς ἐπερωτήσεως διὰ τὴν ἑλλειψιν ἀλεύρου. Ἡ Βουλὴ ἀπεφάσισε τὴν ἀναβολὴν τῆς συζητήσεως. bbox=[1340, 176, 1574, 237]
section-gymnasion: ΤΟ ΓΥΜΝΑΣΙΟΝ ΘΗΛΕΩΝ bbox=[863, 196, 1017, 210]
paragraph: Ἐπίσης ἤρεσαν αἱ ἀπαγγελίαι «Ἀπὸ τὸ ἡμερολόγιον τοῦ παλαιοῦ ἀγωνιστοῦ» καὶ ἡ ἀπαγγελία τῆς μαθητρίας Κας Ἀμαλ. Ψηφιανάκη. bbox=[1077, 148, 1324, 184]
xalaris-ad bbox=[1340, 808, 1821, 882]
list-item: 39) Κυπρίσσου Δημ. Καλογεράκης Δικηγόρος bbox=[40, 866, 240, 876]
list-item: 26) Ζυμβράγου Φιλ. Δασκαλάκης Δικηγόρος bbox=[40, 716, 237, 726]
paragraph: ἀπόγευμα. bbox=[1598, 96, 1649, 108]
list-item: 69) Ταυρωνίτου Γεώρ. Μανούσακας Δικ. Γραμματεὺς bbox=[40, 1212, 278, 1223]
odigiai-title: ΟΔΗΓΙΑΙ Α' ΔΙΑ ΤΟΥΣ ΚΑΤΟΧΟΥΣ ΚΤΗΝΩΝ bbox=[1100, 589, 1301, 616]
list-item: 3) » » » Σ. Καλογεράκης Γραμ. Εἰσαγ. bbox=[40, 190, 208, 200]
list-item: 12) Βουβῶν Μιχ. Μανιδιάτης Γραμματεὺς Ἐφετῶν bbox=[40, 554, 266, 565]
paragraph: Ἡ εἴσοδος «Τὸ δέντρον τῆς ἐλευθερίας» τῆς ἀρχαίας γενεᾶς τῶν σοφῶν ἀνθρώπων ἐφ' ὅσον σχεδιάζεται ἡ μαθητὴς Μελαδος, διὰ λόγων μὲ πρωτοφανεῖς ἐπικυρώσεις. bbox=[564, 132, 807, 180]
paragraph: Ὑπὸ τοῦ ὑπουργείου Ἐμπορίου ἐνεκρίθη ἡ εἰσαγωγὴ 6 χιλ. τόννων σακχάρεως. Ὁ ὑπουργὸς Προνοίας κ. Ζαΐμης ἀνεκοίνωσεν ὅτι θὰ ἐπιταχυνθῇ ἡ ἀνοικοδόμησις. Εἰς τὴν ΑΤΕ συνεκροτήθη σύσκεψις διὰ τὴν Κρήτην. bbox=[1586, 274, 1821, 335]
paragraph: Ἀπὸ τὰς ἀπαγγελίας σημειώνομεν τὸ ἐξαίσιον καὶ μικρὸν μαθητοῦ «Ἀφροδίσια» καὶ τοῦ μαθητοῦ Θεοδώρου. Ἡ χορωδία ἀνεβαίνουσα ἀρτίως πάσα ἀπόλαυσις καὶ εἶναι ἄξια συγχαρητηρίων ἡ καθηγήτρια τῆς ᾠδικῆς κ. Βουβοῦλα Ἀλκαίων — Κανταβούλα. bbox=[564, 236, 807, 309]
section-trofima: ΤΑ ΚΟΙΝΟΤΙΚΑ ΤΡΟΦΙΜΑ bbox=[1124, 426, 1277, 440]
paragraph: Εἰδοποιοῦνται ἅπαντες οἱ παντοπῶλαι διανομεῖς τροφίμων πόλεως Χανίων ὅτι δύνανται νὰ ἐξοφλήσουν τὰς δαπάνας τῶν διανεμηθέντων εἰδῶν μέχρι τῆς 31ης τρέχοντος. bbox=[1340, 404, 1574, 465]
list-item: 13) Νικολάου Σπλ. » Σ. Σηφάκης Συμβολ. Καστέλ. bbox=[40, 305, 263, 316]
list-item: 40) Λάκκων Στυλ. Κελαϊδῆς » bbox=[40, 878, 173, 888]
article-body bbox=[564, 80, 1061, 374]
list-item: 50) Νέα Κυδωνία Παπαδογιαννάκης Συμβολ. bbox=[40, 993, 241, 1003]
list-item: 14) » » Βασ. Μπαρμπας Πρωτοδίκης bbox=[40, 317, 202, 327]
farmakeion-name: ΣΚΟΥΛΑ bbox=[1021, 1682, 1094, 1701]
list-item: 37) Κοτσίφι Δημήτ. Ἀγγελάκης Δικηγόρος bbox=[40, 843, 226, 853]
permanant-name: Ἰωάννα Ι. Ἀλφιέρη bbox=[1144, 840, 1257, 853]
divider bbox=[1077, 744, 1324, 746]
list-item: 55) Πολεμαρχίου Μιχ. Παπαγιαννάκης » bbox=[40, 1050, 222, 1061]
list-item: 71) Φουρνὲ Μαν. Φουντουλάκης » bbox=[40, 1235, 192, 1246]
sima-sub: ΑΝΤΙΠΡΟΣΩΠΕΙΑ ΚΡΗΤΗΣ bbox=[1133, 1067, 1268, 1079]
anakoinosis-date: Χανιὰ τῇ 26 3 1951 (Ἐκ τῆς Ὑπηρεσ. Ἐφοδιασμοῦ) bbox=[1367, 469, 1546, 493]
column-6 bbox=[1586, 96, 1821, 661]
list-item: 6) Ν. Κατζουρός Συμβολ. Κισσάμου bbox=[40, 225, 198, 235]
paragraph: Τὸ ὀργάνωσιν τοῦ Τμήματος Ἀοράτων Χανίων συνεκλήθη τὴν ἑσπέραν τῆς 24ης κατὰ τὴν παραμονὴν τοῦ Εὐαγγελισμοῦ εἰς τὸ κέντρον «Ἐμμαν. Χανίων» ἡ ὁποία ἐσημείωσε μεγάλην ἐπιτυχίαν χάρις εἰς τὴν ἐξαιρετικὴν ὀργάνωσιν καὶ τὸ κέφι τῶν συμμετεχόντων. bbox=[1077, 203, 1324, 276]
list-item: 61) Σειρῆς Γεώρ. Μαλαφάκης » bbox=[40, 1120, 180, 1130]
list-item: 35) Κολυμβάρι Νικόλ. Τζωρτζάκης » bbox=[40, 820, 203, 830]
mantinades-box bbox=[564, 438, 1061, 876]
paragraph: Ἔχοντες ὑπ' ὄψει τὸ ἄρθρον 109 τοῦ Κώδικος Νομικῶν Πρόσωπων καὶ τὰς ἀποφάσεις τοῦ Νομαρχιακοῦ Συμβουλίου Χανίων καλοῦμεν τοὺς ἐνδιαφερομένους ὅπως ὑποβάλουν προσφορὰς διὰ τὴν ἐκμίσθωσιν. bbox=[1077, 510, 1324, 570]
